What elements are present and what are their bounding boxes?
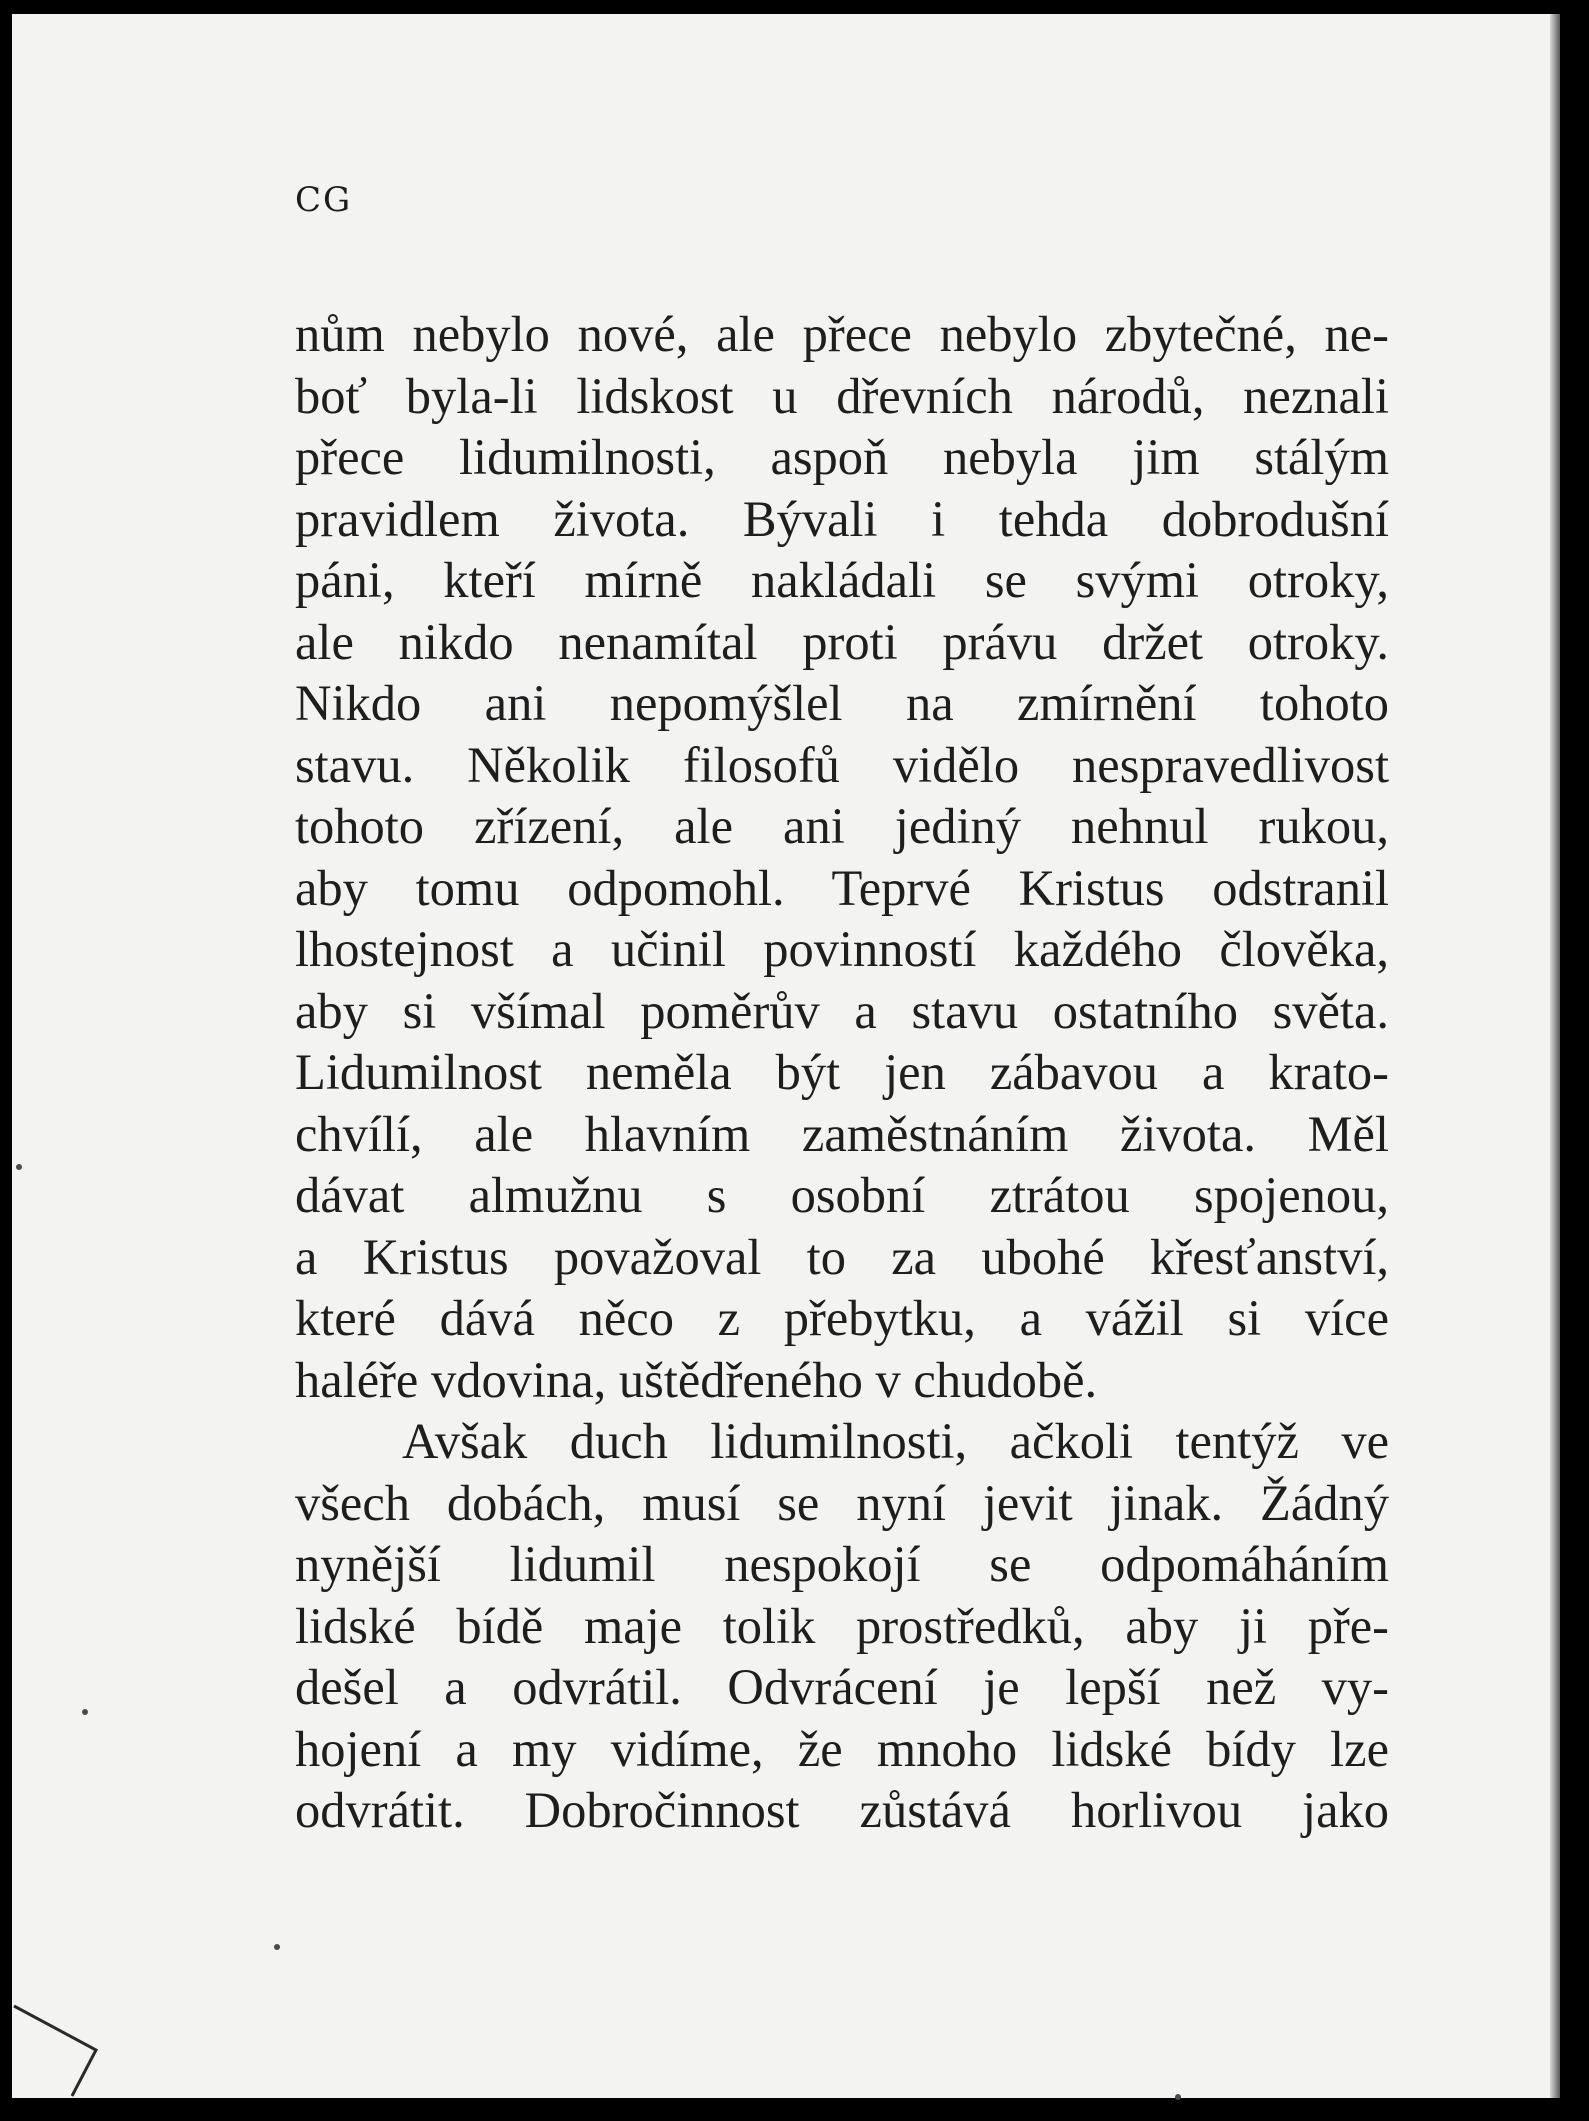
paper-speck — [16, 1164, 22, 1170]
text-line: aby si všímal poměrův a stavu ostatního světa. — [295, 982, 1389, 1039]
text-line: Lidumilnost neměla být jen zábavou a krato- — [295, 1044, 1389, 1100]
text-line: nům nebylo nové, ale přece nebylo zbytečné, ne- — [295, 306, 1389, 362]
text-line: lidské bídě maje tolik prostředků, aby ji pře- — [295, 1597, 1389, 1654]
text-line: pravidlem života. Bývali i tehda dobrodušní — [295, 490, 1389, 547]
text-line: přece lidumilnosti, aspoň nebyla jim stálým — [295, 429, 1389, 485]
book-page — [12, 14, 1560, 2098]
text-line: Avšak duch lidumilnosti, ačkoli tentýž ve — [402, 1413, 1389, 1469]
page-edge-shadow — [1550, 14, 1560, 2098]
text-line: páni, kteří mírně nakládali se svými otroky, — [295, 552, 1389, 608]
paragraph-2 — [295, 1411, 1389, 1842]
text-line: ale nikdo nenamítal proti právu držet otroky. — [295, 613, 1389, 670]
text-line: které dává něco z přebytku, a vážil si více — [295, 1290, 1389, 1346]
text-line: všech dobách, musí se nyní jevit jinak. Žádný — [295, 1474, 1389, 1531]
text-line: boť byla-li lidskost u dřevních národů, neznali — [295, 367, 1389, 424]
folded-corner-mark — [12, 1988, 122, 2098]
body-text — [295, 304, 1389, 1842]
text-line: dešel a odvrátil. Odvrácení je lepší než vy- — [295, 1659, 1389, 1715]
paragraph-1 — [295, 304, 1389, 1411]
paper-speck — [274, 1944, 280, 1950]
text-line: Nikdo ani nepomýšlel na zmírnění tohoto — [295, 675, 1389, 731]
text-line: odvrátit. Dobročinnost zůstává horlivou jako — [295, 1782, 1389, 1838]
text-line: haléře vdovina, uštědřeného v chudobě. — [295, 1351, 1098, 1408]
text-line: a Kristus považoval to za ubohé křesťanství, — [295, 1228, 1389, 1285]
text-line: hojení a my vidíme, že mnoho lidské bídy lze — [295, 1720, 1389, 1777]
paper-speck — [82, 1709, 88, 1715]
text-line: lhostejnost a učinil povinností každého člověka, — [295, 921, 1389, 977]
paper-speck — [1175, 2094, 1181, 2100]
text-line: nynější lidumil nespokojí se odpomáháním — [295, 1536, 1389, 1592]
text-line: chvílí, ale hlavním zaměstnáním života. Měl — [295, 1105, 1389, 1162]
page-number: CG — [295, 180, 353, 220]
text-line: dávat almužnu s osobní ztrátou spojenou, — [295, 1167, 1389, 1223]
text-line: tohoto zřízení, ale ani jediný nehnul rukou, — [295, 798, 1389, 854]
text-line: aby tomu odpomohl. Teprvé Kristus odstranil — [295, 859, 1389, 916]
text-line: stavu. Několik filosofů vidělo nespravedlivost — [295, 736, 1389, 793]
